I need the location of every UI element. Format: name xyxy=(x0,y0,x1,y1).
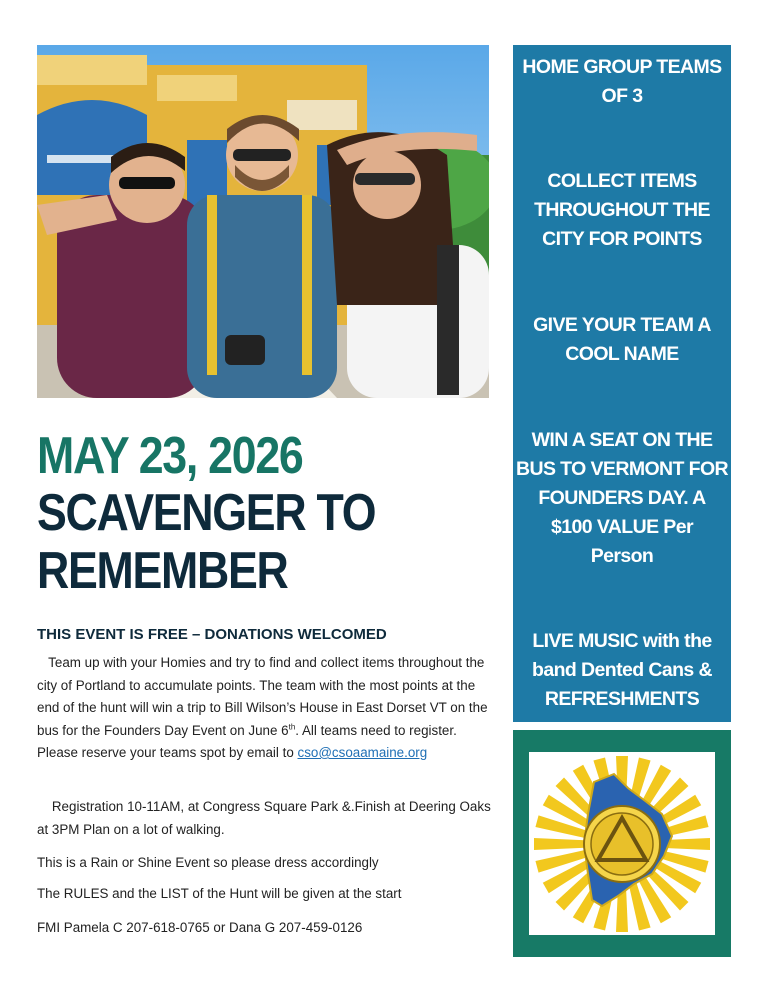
highlight-line: BUS TO VERMONT FOR xyxy=(515,458,728,480)
highlight-prize xyxy=(513,426,731,571)
highlight-line: LIVE MUSIC with the xyxy=(532,630,712,652)
highlight-line: OF 3 xyxy=(601,85,643,107)
event-title xyxy=(37,484,375,600)
highlight-line: FOUNDERS DAY. A xyxy=(538,487,706,509)
highlight-line: $100 VALUE Per xyxy=(551,516,693,538)
highlights-panel xyxy=(513,45,731,722)
highlight-line: WIN A SEAT ON THE xyxy=(531,429,713,451)
highlight-line: THROUGHOUT THE xyxy=(534,199,710,221)
event-title-line-1: SCAVENGER TO xyxy=(37,484,376,542)
highlight-line: CITY FOR POINTS xyxy=(542,228,702,250)
highlight-line: COOL NAME xyxy=(565,343,679,365)
highlight-line: HOME GROUP TEAMS xyxy=(522,56,722,78)
highlight-line: COLLECT ITEMS xyxy=(547,170,697,192)
highlight-line: band Dented Cans & xyxy=(532,659,712,681)
logo-frame xyxy=(513,730,731,957)
highlight-line: GIVE YOUR TEAM A xyxy=(533,314,711,336)
registration-paragraph xyxy=(37,796,497,841)
hero-photo xyxy=(37,45,489,398)
event-title-line-2: REMEMBER xyxy=(37,542,288,600)
highlight-teams xyxy=(513,53,731,111)
intro-text-continued: . All teams need to register. Please reserve your teams spot by email to xyxy=(37,722,457,760)
highlight-team-name xyxy=(513,311,731,369)
intro-paragraph xyxy=(37,652,497,765)
rain-or-shine-text: This is a Rain or Shine Event so please dress accordingly xyxy=(37,855,379,870)
intro-text: Team up with your Homies and try to find and collect items throughout the city of Portland to accumulate points. The team with the most points at the end of the hunt will win a trip to Bill Wilson’s House in East Dorset VT on the bus for the Founders Day Event on June 6 xyxy=(37,655,488,738)
sunburst-logo-icon xyxy=(529,752,715,935)
highlight-music xyxy=(513,627,731,714)
ordinal-suffix: th xyxy=(288,722,296,732)
contact-info-text: FMI Pamela C 207-618-0765 or Dana G 207-459-0126 xyxy=(37,920,363,935)
registration-text: Registration 10-11AM, at Congress Square Park &.Finish at Deering Oaks at 3PM Plan on a lot of walking. xyxy=(37,799,491,837)
free-event-heading: THIS EVENT IS FREE – DONATIONS WELCOMED xyxy=(37,626,387,643)
event-date: MAY 23, 2026 xyxy=(37,427,303,485)
highlight-collect xyxy=(513,167,731,254)
highlight-line: Person xyxy=(590,545,654,567)
highlight-line: REFRESHMENTS xyxy=(544,688,700,710)
rules-text: The RULES and the LIST of the Hunt will be given at the start xyxy=(37,886,402,901)
email-link[interactable]: cso@csoaamaine.org xyxy=(297,745,428,760)
